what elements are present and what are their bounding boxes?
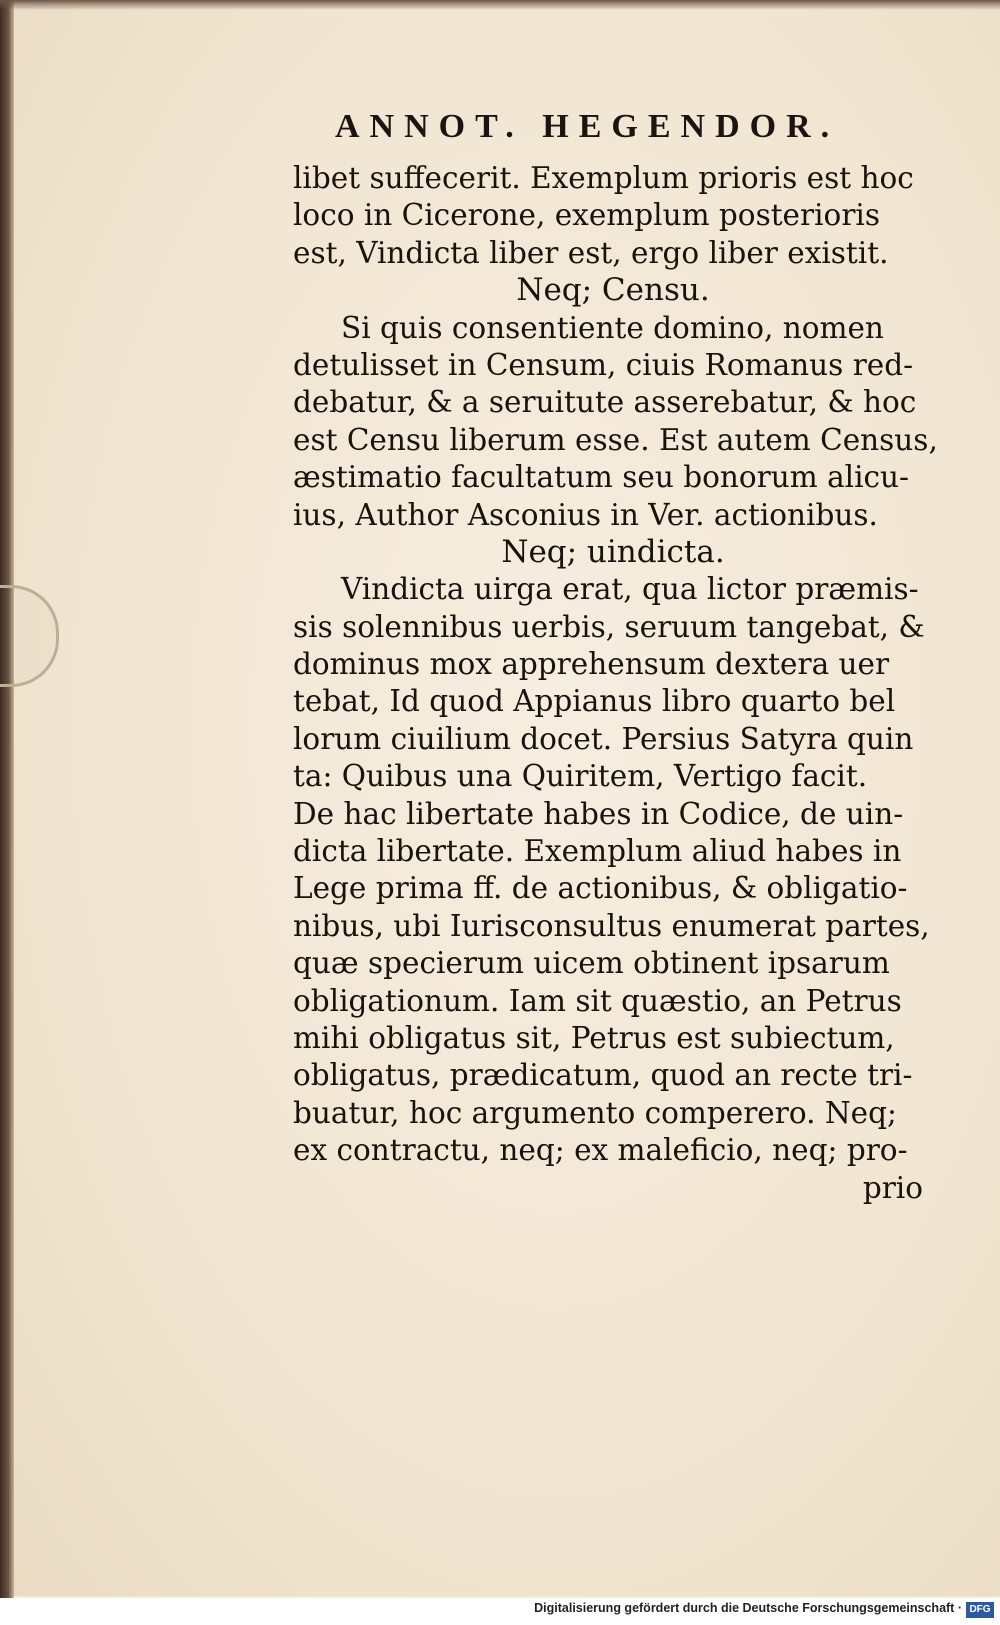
page-text-block (293, 160, 938, 1207)
text-line: ius, Author Asconius in Ver. actionibus. (293, 497, 878, 532)
section-heading-censu: Neq; Censu. (516, 272, 710, 309)
text-line: æstimatio facultatum seu bonorum alicu- (293, 460, 910, 495)
text-line: tebat, Id quod Appianus libro quarto bel (293, 684, 896, 719)
text-line: obligatus, prædicatum, quod an recte tri- (293, 1058, 913, 1093)
text-line: loco in Cicerone, exemplum posterioris (293, 198, 880, 233)
text-line: lorum ciuilium docet. Persius Satyra quin (293, 721, 914, 756)
catchword: prio (862, 1170, 923, 1205)
text-line: buatur, hoc argumento comperero. Neq; (293, 1095, 897, 1130)
page-gutter-shadow (0, 0, 14, 1625)
text-line: quæ specierum uicem obtinent ipsarum (293, 946, 890, 981)
dfg-logo-icon: DFG (966, 1602, 994, 1618)
text-line: sis solennibus uerbis, seruum tangebat, & (293, 609, 925, 644)
text-line: debatur, & a seruitute asserebatur, & hoc (293, 385, 917, 420)
text-line: detulisset in Censum, ciuis Romanus red- (293, 347, 914, 382)
funding-credit: Digitalisierung gefördert durch die Deutsche Forschungsgemeinschaft · (534, 1601, 962, 1615)
text-line: dominus mox apprehensum dextera uer (293, 647, 890, 682)
digitization-footer (0, 1598, 1000, 1625)
text-line: Vindicta uirga erat, qua lictor præmis- (341, 572, 919, 607)
page-top-shadow (0, 0, 1000, 10)
text-line: libet suffecerit. Exemplum prioris est hoc (293, 161, 914, 195)
text-line: est Censu liberum esse. Est autem Census, (293, 422, 938, 457)
text-line: ex contractu, neq; ex maleficio, neq; pro- (293, 1133, 908, 1168)
text-line: mihi obligatus sit, Petrus est subiectum, (293, 1020, 895, 1055)
text-line: Si quis consentiente domino, nomen (341, 310, 884, 345)
section-heading-uindicta: Neq; uindicta. (501, 533, 725, 570)
text-line: est, Vindicta liber est, ergo liber existit. (293, 235, 889, 270)
running-header: ANNOT. HEGENDOR. (335, 108, 840, 145)
text-line: Lege prima ff. de actionibus, & obligatio- (293, 871, 908, 906)
text-line: obligationum. Iam sit quæstio, an Petrus (293, 983, 902, 1018)
text-line: ta: Quibus una Quiritem, Vertigo facit. (293, 759, 868, 794)
text-line: De hac libertate habes in Codice, de uin- (293, 796, 904, 831)
text-line: dicta libertate. Exemplum aliud habes in (293, 834, 902, 869)
text-line: nibus, ubi Iurisconsultus enumerat partes, (293, 908, 930, 943)
